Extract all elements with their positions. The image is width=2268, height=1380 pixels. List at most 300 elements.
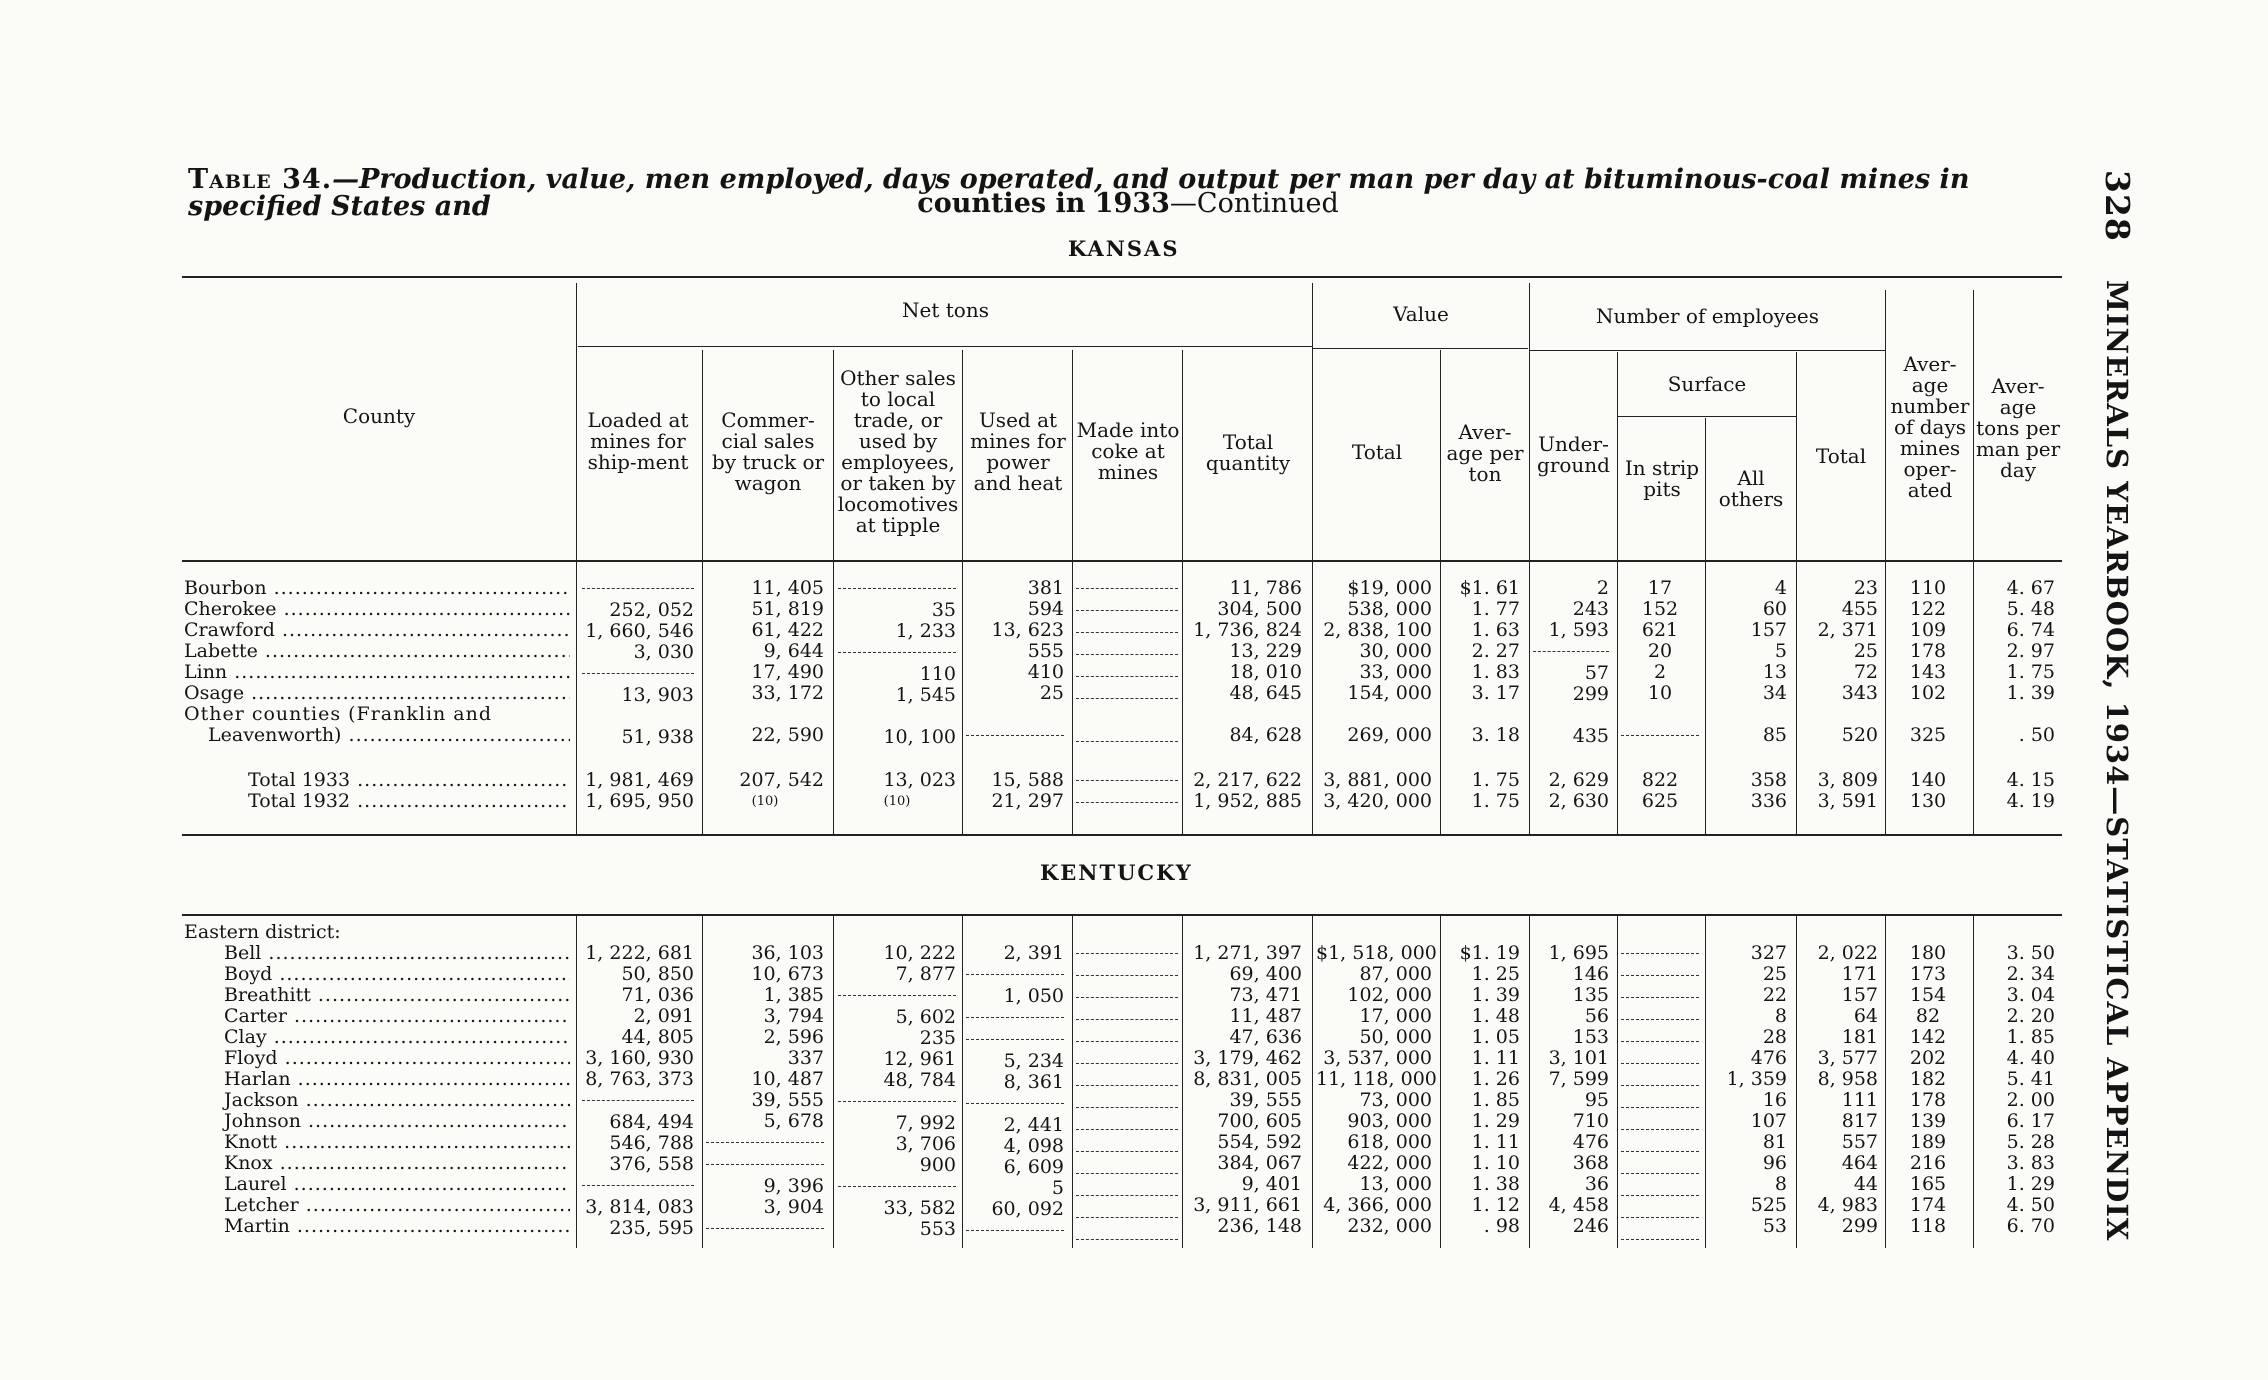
county-cell: Linn ..... xyxy=(184,662,570,683)
cell-days: 142 xyxy=(1909,1026,1947,1048)
vline-7 xyxy=(1312,283,1313,836)
county-cell: Letcher ..... xyxy=(184,1195,570,1216)
total-quantity-header: Total quantity xyxy=(1205,430,1291,475)
cell-strip xyxy=(1621,987,1699,998)
column-value xyxy=(1316,942,1437,1237)
cell-days: 130 xyxy=(1909,790,1947,812)
column-used xyxy=(966,578,1064,747)
column-coke xyxy=(1076,770,1178,814)
cell-avg: 3. 18 xyxy=(1471,724,1520,746)
row-spacer xyxy=(1533,705,1609,726)
cell-tons: 3. 04 xyxy=(2006,984,2055,1006)
cell-value: 422, 000 xyxy=(1347,1152,1432,1174)
row-spacer xyxy=(1800,704,1878,725)
cell-avg: 1. 25 xyxy=(1471,963,1520,985)
cell-commercial xyxy=(706,1154,824,1165)
cell-days: 110 xyxy=(1909,577,1947,599)
cell-strip xyxy=(1621,943,1699,954)
column-tons xyxy=(1977,578,2055,746)
cell-used xyxy=(966,1007,1064,1018)
cell-used xyxy=(966,725,1064,736)
cell-tons: 1. 75 xyxy=(2006,661,2055,683)
county-cell: Boyd ..... xyxy=(184,964,570,985)
cell-tons: . 50 xyxy=(2018,724,2055,746)
cell-other xyxy=(838,985,956,996)
cell-commercial: 10, 673 xyxy=(751,963,824,985)
cell-used: 2, 441 xyxy=(1003,1114,1064,1136)
emp-total-header: Total xyxy=(1815,444,1867,468)
cell-commercial: 3, 794 xyxy=(763,1005,824,1027)
column-used xyxy=(966,770,1064,812)
cell-other: 235 xyxy=(919,1027,956,1049)
cell-coke xyxy=(1076,1119,1178,1130)
cell-avg: 1. 77 xyxy=(1471,598,1520,620)
caption-line2-rest: —Continued xyxy=(1169,188,1339,219)
kentucky-top-rule xyxy=(182,914,2062,916)
cell-loaded: 2, 091 xyxy=(633,1005,694,1027)
column-commercial xyxy=(706,943,824,1240)
cell-avg: 1. 12 xyxy=(1471,1194,1520,1216)
cell-avg: $1. 61 xyxy=(1459,577,1520,599)
cell-under: 243 xyxy=(1572,598,1609,620)
ky-vline-12 xyxy=(1796,916,1797,1248)
column-coke xyxy=(1076,943,1178,1251)
cell-days: 202 xyxy=(1909,1047,1947,1069)
cell-under: 1, 695 xyxy=(1548,942,1609,964)
table-caption-line2 xyxy=(188,190,2068,217)
county-cell: Other counties (Franklin and xyxy=(184,704,493,725)
cell-commercial: 3, 904 xyxy=(763,1196,824,1218)
county-cell: Cherokee ..... xyxy=(184,599,570,620)
vline-9 xyxy=(1529,283,1530,836)
cell-coke xyxy=(1076,688,1178,699)
kansas-bottom-rule xyxy=(182,834,2062,836)
vline-4 xyxy=(962,350,963,836)
cell-emp: 157 xyxy=(1841,984,1878,1006)
cell-others: 358 xyxy=(1750,769,1787,791)
cell-emp: 25 xyxy=(1853,640,1878,662)
row-spacer xyxy=(1186,704,1302,725)
row-spacer xyxy=(1316,704,1432,725)
cell-tons: 1. 29 xyxy=(2006,1173,2055,1195)
cell-used: 5 xyxy=(1051,1177,1064,1199)
cell-emp: 3, 809 xyxy=(1817,769,1878,791)
cell-coke xyxy=(1076,644,1178,655)
cell-tons: 4. 19 xyxy=(2006,790,2055,812)
ky-vline-8 xyxy=(1440,916,1441,1248)
cell-under: 57 xyxy=(1584,662,1609,684)
cell-emp: 44 xyxy=(1853,1173,1878,1195)
column-emp xyxy=(1800,578,1878,746)
cell-strip: 822 xyxy=(1641,769,1679,791)
cell-used: 555 xyxy=(1027,640,1064,662)
running-head-text: MINERALS YEARBOOK, 1934—STATISTICAL APPENDIX xyxy=(2100,279,2134,1242)
cell-used xyxy=(966,1029,1064,1040)
cell-days: 325 xyxy=(1909,724,1947,746)
cell-tons: 4. 40 xyxy=(2006,1047,2055,1069)
cell-other: 900 xyxy=(919,1154,956,1176)
cell-under: 2, 630 xyxy=(1548,790,1609,812)
cell-under: 135 xyxy=(1572,984,1609,1006)
cell-avg: 1. 48 xyxy=(1471,1005,1520,1027)
cell-total: 39, 555 xyxy=(1229,1089,1302,1111)
cell-used xyxy=(966,1220,1064,1231)
cell-commercial xyxy=(706,1218,824,1229)
cell-tons: 4. 15 xyxy=(2006,769,2055,791)
cell-avg: 1. 26 xyxy=(1471,1068,1520,1090)
cell-other: 110 xyxy=(919,663,956,685)
column-loaded xyxy=(582,578,694,748)
cell-coke xyxy=(1076,792,1178,803)
county-cell: Breathitt ..... xyxy=(184,985,570,1006)
cell-value: 538, 000 xyxy=(1347,598,1432,620)
cell-emp: 455 xyxy=(1841,598,1878,620)
cell-coke xyxy=(1076,578,1178,589)
cell-loaded: 376, 558 xyxy=(609,1153,694,1175)
cell-under: 2, 629 xyxy=(1548,769,1609,791)
cell-used: 25 xyxy=(1039,682,1064,704)
cell-under: 146 xyxy=(1572,963,1609,985)
cell-coke xyxy=(1076,1141,1178,1152)
cell-strip xyxy=(1621,1229,1699,1240)
cell-others: 16 xyxy=(1762,1089,1787,1111)
column-days xyxy=(1889,578,1967,746)
header-top-rule xyxy=(182,276,2062,278)
cell-commercial: 39, 555 xyxy=(751,1089,824,1111)
cell-avg: $1. 19 xyxy=(1459,942,1520,964)
cell-under xyxy=(1533,641,1609,652)
other-sales-header: Other sales to local trade, or used by employees, or taken by locomotives at tipple xyxy=(837,366,959,537)
ky-vline-2 xyxy=(702,916,703,1248)
cell-strip xyxy=(1621,1141,1699,1152)
cell-under: 368 xyxy=(1572,1152,1609,1174)
cell-tons: 1. 85 xyxy=(2006,1026,2055,1048)
cell-days: 178 xyxy=(1909,1089,1947,1111)
cell-other: 7, 992 xyxy=(895,1112,956,1134)
underground-header: Under-ground xyxy=(1537,432,1610,477)
cell-value: 30, 000 xyxy=(1359,640,1432,662)
row-spacer xyxy=(1709,704,1787,725)
cell-other: 553 xyxy=(919,1218,956,1240)
caption-label: Table 34. xyxy=(188,164,333,195)
cell-emp: 64 xyxy=(1853,1005,1878,1027)
cell-strip xyxy=(1621,1097,1699,1108)
column-strip xyxy=(1621,578,1699,747)
column-total xyxy=(1186,578,1302,746)
cell-value: 3, 537, 000 xyxy=(1323,1047,1432,1069)
cell-emp: 2, 371 xyxy=(1817,619,1878,641)
county-cell: Carter ..... xyxy=(184,1006,570,1027)
cell-loaded xyxy=(582,1090,694,1101)
cell-others: 28 xyxy=(1762,1026,1787,1048)
cell-total: 236, 148 xyxy=(1217,1215,1302,1237)
ky-vline-14 xyxy=(1973,916,1974,1248)
cell-days: 109 xyxy=(1909,619,1947,641)
cell-emp: 23 xyxy=(1853,577,1878,599)
column-used xyxy=(966,943,1064,1242)
cell-avg: 1. 11 xyxy=(1471,1047,1520,1069)
cell-value: $1, 518, 000 xyxy=(1316,942,1437,964)
cell-value: 50, 000 xyxy=(1359,1026,1432,1048)
all-others-header: All others xyxy=(1718,466,1784,511)
cell-commercial: 1, 385 xyxy=(763,984,824,1006)
cell-value: 3, 881, 000 xyxy=(1323,769,1432,791)
column-under xyxy=(1533,578,1609,747)
cell-loaded xyxy=(582,1175,694,1186)
surface-rule xyxy=(1618,416,1796,417)
county-cell: Harlan ..... xyxy=(184,1069,570,1090)
cell-days: 143 xyxy=(1909,661,1947,683)
cell-other: 12, 961 xyxy=(883,1048,956,1070)
cell-loaded: 1, 222, 681 xyxy=(585,942,694,964)
commercial-header: Commer-cial sales by truck or wagon xyxy=(711,408,825,495)
cell-total: 11, 487 xyxy=(1229,1005,1302,1027)
column-commercial xyxy=(706,578,824,746)
cell-other: 48, 784 xyxy=(883,1069,956,1091)
cell-value: 3, 420, 000 xyxy=(1323,790,1432,812)
cell-strip xyxy=(1621,1075,1699,1086)
cell-other xyxy=(838,1176,956,1187)
cell-coke xyxy=(1076,1207,1178,1218)
cell-total: 48, 645 xyxy=(1229,682,1302,704)
column-strip xyxy=(1621,770,1699,812)
column-total xyxy=(1186,770,1302,812)
loaded-header: Loaded at mines for ship-ment xyxy=(587,408,689,474)
cell-loaded: 1, 981, 469 xyxy=(585,769,694,791)
kentucky-title: KENTUCKY xyxy=(1040,860,1193,885)
cell-strip xyxy=(1621,1009,1699,1020)
cell-days: 165 xyxy=(1909,1173,1947,1195)
column-under xyxy=(1533,770,1609,812)
cell-value: 11, 118, 000 xyxy=(1316,1068,1437,1090)
cell-others: 157 xyxy=(1750,619,1787,641)
cell-strip xyxy=(1621,1053,1699,1064)
cell-commercial: 9, 396 xyxy=(763,1175,824,1197)
cell-coke xyxy=(1076,1097,1178,1108)
cell-loaded: 8, 763, 373 xyxy=(585,1068,694,1090)
cell-emp: 2, 022 xyxy=(1817,942,1878,964)
footnote-ref: (10) xyxy=(751,794,779,809)
cell-total: 3, 911, 661 xyxy=(1193,1194,1302,1216)
employees-header: Number of employees xyxy=(1596,304,1819,328)
cell-loaded: 50, 850 xyxy=(621,963,694,985)
row-spacer xyxy=(1444,704,1520,725)
cell-used: 13, 623 xyxy=(991,619,1064,641)
total-1933-label: Total 1933 ..... xyxy=(184,770,570,791)
cell-loaded: 3, 030 xyxy=(633,641,694,663)
cell-used: 2, 391 xyxy=(1003,942,1064,964)
cell-used: 60, 092 xyxy=(991,1198,1064,1220)
column-others xyxy=(1709,770,1787,812)
cell-others: 5 xyxy=(1774,640,1787,662)
running-head xyxy=(2098,170,2137,1241)
cell-coke xyxy=(1076,731,1178,742)
cell-total: 304, 500 xyxy=(1217,598,1302,620)
cell-strip xyxy=(1621,1163,1699,1174)
cell-avg: 3. 17 xyxy=(1471,682,1520,704)
cell-value: 102, 000 xyxy=(1347,984,1432,1006)
vline-10 xyxy=(1617,352,1618,836)
cell-commercial: 207, 542 xyxy=(739,769,824,791)
cell-value: 154, 000 xyxy=(1347,682,1432,704)
cell-tons: 4. 67 xyxy=(2006,577,2055,599)
cell-other: 7, 877 xyxy=(895,963,956,985)
column-tons xyxy=(1977,770,2055,812)
cell-coke xyxy=(1076,965,1178,976)
cell-under: 710 xyxy=(1572,1110,1609,1132)
cell-loaded: 13, 903 xyxy=(621,684,694,706)
cell-tons: 6. 70 xyxy=(2006,1215,2055,1237)
cell-under: 299 xyxy=(1572,683,1609,705)
column-strip xyxy=(1621,943,1699,1251)
cell-total: 1, 736, 824 xyxy=(1193,619,1302,641)
county-cell: Bourbon ..... xyxy=(184,578,570,599)
cell-commercial: 33, 172 xyxy=(751,682,824,704)
row-spacer xyxy=(706,704,824,725)
cell-value: $19, 000 xyxy=(1347,577,1432,599)
cell-total: 8, 831, 005 xyxy=(1193,1068,1302,1090)
cell-strip: 625 xyxy=(1641,790,1679,812)
column-avg xyxy=(1444,578,1520,746)
net-tons-header: Net tons xyxy=(902,298,989,322)
cell-tons: 6. 17 xyxy=(2006,1110,2055,1132)
cell-emp: 557 xyxy=(1841,1131,1878,1153)
cell-total: 384, 067 xyxy=(1217,1152,1302,1174)
row-spacer xyxy=(966,704,1064,725)
column-others xyxy=(1709,578,1787,746)
vline-2 xyxy=(702,350,703,836)
cell-tons: 4. 50 xyxy=(2006,1194,2055,1216)
cell-other: 35 xyxy=(931,599,956,621)
cell-value: 232, 000 xyxy=(1347,1215,1432,1237)
cell-coke xyxy=(1076,622,1178,633)
cell-days: 82 xyxy=(1915,1005,1941,1027)
ky-vline-6 xyxy=(1182,916,1183,1248)
cell-coke xyxy=(1076,600,1178,611)
cell-avg: 1. 75 xyxy=(1471,790,1520,812)
cell-other: 13, 023 xyxy=(883,769,956,791)
ky-vline-5 xyxy=(1072,916,1073,1248)
county-cell: Martin ..... xyxy=(184,1216,570,1237)
cell-used: 410 xyxy=(1027,661,1064,683)
column-coke xyxy=(1076,578,1178,753)
cell-under: 56 xyxy=(1584,1005,1609,1027)
cell-other xyxy=(838,1091,956,1102)
county-cell: Clay ..... xyxy=(184,1027,570,1048)
cell-others: 85 xyxy=(1762,724,1787,746)
row-spacer xyxy=(1621,704,1699,725)
cell-other: 3, 706 xyxy=(895,1133,956,1155)
county-cell: Laurel ..... xyxy=(184,1174,570,1195)
cell-used: 594 xyxy=(1027,598,1064,620)
cell-commercial: 10, 487 xyxy=(751,1068,824,1090)
cell-strip xyxy=(1621,965,1699,976)
county-cell: Knox ..... xyxy=(184,1153,570,1174)
cell-tons: 5. 28 xyxy=(2006,1131,2055,1153)
cell-coke xyxy=(1076,1185,1178,1196)
cell-emp: 181 xyxy=(1841,1026,1878,1048)
cell-loaded: 1, 695, 950 xyxy=(585,790,694,812)
column-other xyxy=(838,943,956,1240)
cell-value: 17, 000 xyxy=(1359,1005,1432,1027)
cell-strip xyxy=(1621,1207,1699,1218)
county-header: County xyxy=(342,404,416,428)
column-commercial xyxy=(706,770,824,812)
cell-value: 2, 838, 100 xyxy=(1323,619,1432,641)
cell-total: 3, 179, 462 xyxy=(1193,1047,1302,1069)
header-bottom-rule xyxy=(182,560,2062,562)
cell-under: 476 xyxy=(1572,1131,1609,1153)
cell-strip: 17 xyxy=(1647,577,1673,599)
cell-commercial: 9, 644 xyxy=(763,640,824,662)
county-cell: Jackson ..... xyxy=(184,1090,570,1111)
cell-avg: 1. 83 xyxy=(1471,661,1520,683)
cell-total: 1, 952, 885 xyxy=(1193,790,1302,812)
cell-commercial: 5, 678 xyxy=(763,1110,824,1132)
cell-emp: 3, 577 xyxy=(1817,1047,1878,1069)
cell-other: 33, 582 xyxy=(883,1197,956,1219)
cell-loaded: 3, 814, 083 xyxy=(585,1196,694,1218)
cell-total: 69, 400 xyxy=(1229,963,1302,985)
row-spacer xyxy=(1076,710,1178,731)
cell-used: 1, 050 xyxy=(1003,985,1064,1007)
cell-emp: 8, 958 xyxy=(1817,1068,1878,1090)
column-loaded xyxy=(582,770,694,812)
cell-used: 6, 609 xyxy=(1003,1156,1064,1178)
ky-vline-9 xyxy=(1529,916,1530,1248)
cell-avg: 1. 39 xyxy=(1471,984,1520,1006)
kentucky-county-column xyxy=(184,922,570,1237)
cell-tons: 2. 34 xyxy=(2006,963,2055,985)
surface-header: Surface xyxy=(1667,372,1747,396)
cell-total: 1, 271, 397 xyxy=(1193,942,1302,964)
column-value xyxy=(1316,578,1432,746)
cell-avg: 1. 29 xyxy=(1471,1110,1520,1132)
cell-commercial: 36, 103 xyxy=(751,942,824,964)
cell-days: 216 xyxy=(1909,1152,1947,1174)
cell-tons: 1. 39 xyxy=(2006,682,2055,704)
cell-days: 140 xyxy=(1909,769,1947,791)
cell-emp: 464 xyxy=(1841,1152,1878,1174)
cell-tons: 2. 97 xyxy=(2006,640,2055,662)
cell-value: 33, 000 xyxy=(1359,661,1432,683)
cell-emp: 3, 591 xyxy=(1817,790,1878,812)
cell-others: 34 xyxy=(1762,682,1787,704)
cell-others: 96 xyxy=(1762,1152,1787,1174)
cell-under: 36 xyxy=(1584,1173,1609,1195)
net-tons-rule xyxy=(578,346,1313,347)
column-days xyxy=(1889,770,1967,812)
total-1932-label: Total 1932 ..... xyxy=(184,791,570,812)
cell-total: 2, 217, 622 xyxy=(1193,769,1302,791)
value-total-header: Total xyxy=(1351,440,1403,464)
cell-others: 336 xyxy=(1750,790,1787,812)
cell-others: 81 xyxy=(1762,1131,1787,1153)
cell-emp: 111 xyxy=(1841,1089,1878,1111)
cell-value: 903, 000 xyxy=(1347,1110,1432,1132)
cell-days: 189 xyxy=(1909,1131,1947,1153)
cell-others: 25 xyxy=(1762,963,1787,985)
cell-coke xyxy=(1076,770,1178,781)
cell-total: 700, 605 xyxy=(1217,1110,1302,1132)
county-cell: Floyd ..... xyxy=(184,1048,570,1069)
cell-days: 178 xyxy=(1909,640,1947,662)
cell-avg: 1. 11 xyxy=(1471,1131,1520,1153)
county-cell: Johnson ..... xyxy=(184,1111,570,1132)
cell-coke xyxy=(1076,943,1178,954)
vline-8 xyxy=(1440,350,1441,836)
ky-vline-3 xyxy=(833,916,834,1248)
